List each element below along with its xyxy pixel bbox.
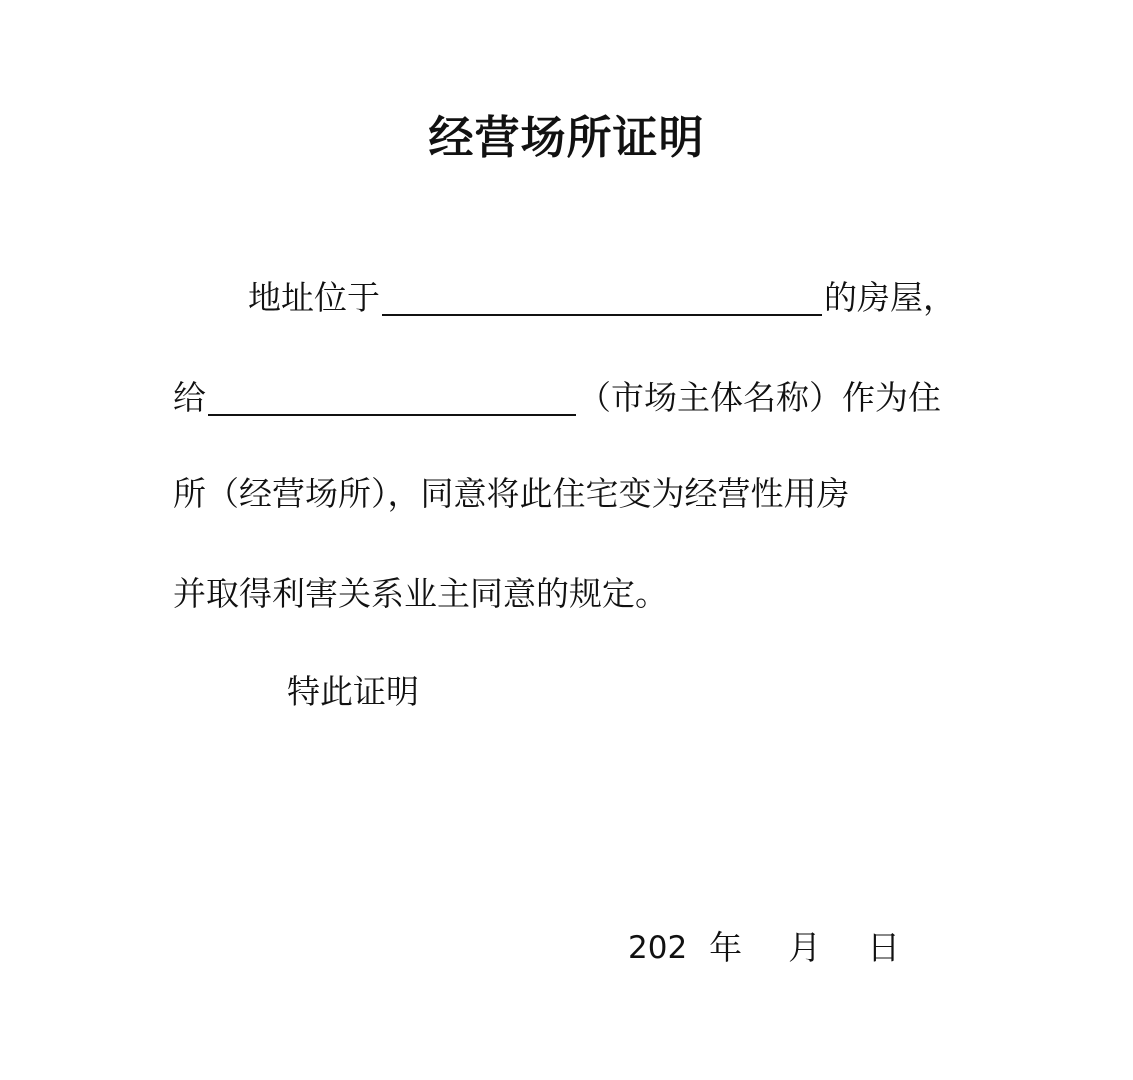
entity-name-blank-field[interactable] — [208, 378, 576, 416]
closing-statement: 特此证明 — [287, 672, 419, 711]
month-label: 月 — [788, 928, 822, 967]
date-line — [628, 924, 900, 972]
body-line-3: 所（经营场所），同意将此住宅变为经营性用房 — [173, 474, 850, 513]
year-label: 年 — [709, 928, 743, 967]
document-title: 经营场所证明 — [428, 111, 705, 164]
entity-suffix: （市场主体名称）作为住 — [578, 378, 941, 417]
entity-prefix: 给 — [173, 378, 206, 417]
address-suffix: 的房屋， — [824, 278, 956, 317]
year-prefix: 202 — [628, 930, 688, 966]
day-label: 日 — [867, 928, 901, 967]
entity-line — [173, 376, 941, 420]
body-line-4: 并取得利害关系业主同意的规定。 — [173, 574, 668, 613]
address-line — [248, 276, 956, 320]
address-prefix: 地址位于 — [248, 278, 380, 317]
address-blank-field[interactable] — [382, 278, 822, 316]
